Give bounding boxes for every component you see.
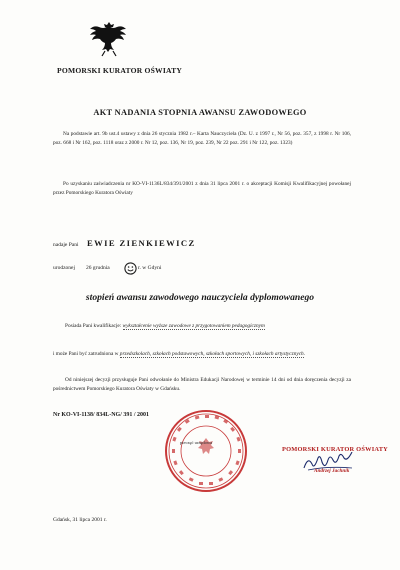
employment-line: i może Pani być zatrudniona w przedszkolach, szkołach podstawowych, szkołach sportowych, i szkołach artystycznych. xyxy=(53,351,306,357)
born-label: urodzonej xyxy=(53,265,75,271)
birth-date: 26 grudnia xyxy=(86,265,110,271)
place-and-date: Gdańsk, 31 lipca 2001 r. xyxy=(53,517,107,523)
qualification-label: Posiada Pani kwalifikacje: xyxy=(65,323,122,329)
qualification-line xyxy=(65,323,265,329)
signature-title-stamp: POMORSKI KURATOR OŚWIATY xyxy=(282,446,388,453)
employment-label: i może Pani być zatrudniona w xyxy=(53,351,119,357)
signatory-name: Andrzej Jachnik xyxy=(314,468,350,474)
employment-value: przedszkolach, szkołach podstawowych, szkołach sportowych, i szkołach artystycznych xyxy=(119,351,304,357)
legal-basis-paragraph: Na podstawie art. 9b ust.4 ustawy z dnia 26 stycznia 1982 r.– Karta Nauczyciela (Dz. U. z 1997 r., Nr 56, poz. 357, z 1998 r. Nr 106, poz. 668 i Nr 162, poz. 1118 oraz z 2000 r. Nr 12, poz. 136, Nr 19, poz. 239, Nr 22 poz. 291 i Nr 122, poz. 1323) xyxy=(53,131,351,146)
eagle-emblem-icon xyxy=(88,18,130,58)
recipient-label: nadaje Pani xyxy=(53,242,79,248)
issuer-name: POMORSKI KURATOR OŚWIATY xyxy=(57,66,183,75)
recipient-name: EWIE ZIENKIEWICZ xyxy=(87,238,196,248)
document-number: Nr KO-VI-1138/ 834L-NG/ 391 / 2001 xyxy=(53,412,150,418)
official-seal-stamp xyxy=(163,408,249,494)
degree-title: stopień awansu zawodowego nauczyciela dyplomowanego xyxy=(85,292,315,303)
document-title: AKT NADANIA STOPNIA AWANSU ZAWODOWEGO xyxy=(93,108,307,117)
qualification-value: wykształcenie wyższe zawodowe z przygotowaniem pedagogicznym xyxy=(122,323,265,329)
certificate-basis-paragraph: Po uzyskaniu zaświadczenia nr KO-VI-1136L/834/391/2001 z dnia 31 lipca 2001 r. o akceptacji Komisji Kwalifikacyjnej powołanej przez Pomorskiego Kuratora Oświaty xyxy=(53,181,351,196)
seal-label: pieczęć urzędowa xyxy=(180,440,213,445)
appeal-paragraph: Od niniejszej decyzji przysługuje Pani odwołanie do Ministra Edukacji Narodowej w terminie 14 dni od dnia doręczenia decyzji za pośrednictwem Pomorskiego Kuratora Oświaty w Gdańsku. xyxy=(53,377,351,392)
birth-place: r. w Gdyni xyxy=(138,265,162,271)
smiley-face-icon xyxy=(124,262,137,275)
